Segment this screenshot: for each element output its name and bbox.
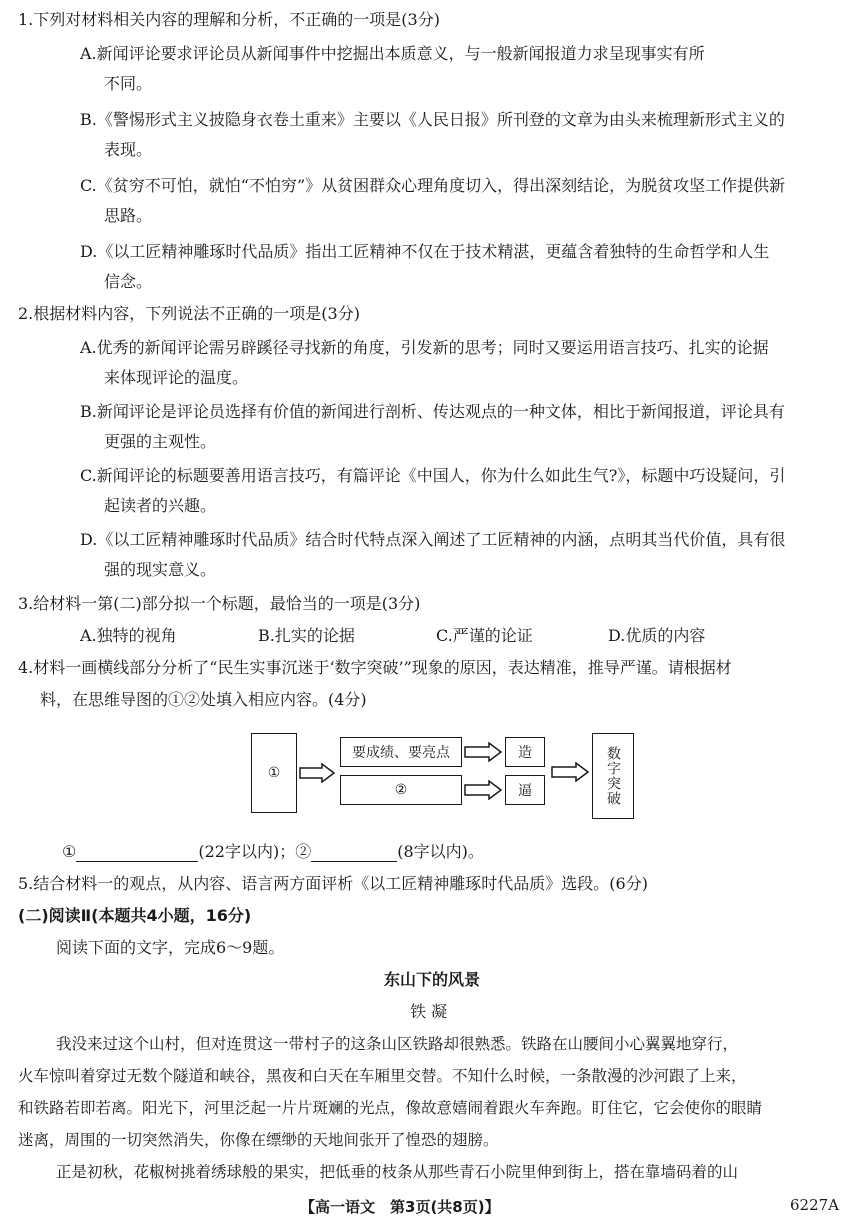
q3-option-d: D.优质的内容 (608, 626, 706, 645)
diagram-box-1: ① (251, 733, 297, 813)
q4-answer-line (62, 842, 484, 862)
q1-option-c: C.《贫穷不可怕，就怕“不怕穷”》从贫困群众心理角度切入，得出深刻结论，为脱贫攻坚工作提供新 (80, 176, 786, 195)
arrow-right-icon (463, 742, 505, 762)
article-author: 铁 凝 (410, 1002, 448, 1021)
q3-option-a: A.独特的视角 (80, 626, 177, 645)
answer-hint-2: (8字以内)。 (397, 842, 484, 861)
diagram-box-3: ② (340, 775, 462, 805)
q2-stem: 2.根据材料内容，下列说法不正确的一项是(3分) (18, 304, 360, 323)
arrow-right-icon (298, 763, 338, 783)
paragraph-1-line-3: 和铁路若即若离。阳光下，河里泛起一片片斑斓的光点，像故意嬉闹着跟火车奔跑。盯住它，它会使你的眼睛 (18, 1099, 763, 1117)
q2-option-b: B.新闻评论是评论员选择有价值的新闻进行剖析、传达观点的一种文体，相比于新闻报道，评论具有 (80, 402, 785, 421)
answer-blank-2[interactable] (311, 843, 397, 862)
q2-option-d: D.《以工匠精神雕琢时代品质》结合时代特点深入阐述了工匠精神的内涵，点明其当代价值，具有很 (80, 530, 786, 549)
diagram-box-4: 造 (505, 737, 545, 767)
page-footer: 【高一语文 第3页(共8页)】 (300, 1198, 500, 1216)
q3-option-c: C.严谨的论证 (436, 626, 533, 645)
article-title: 东山下的风景 (384, 970, 481, 989)
q2-option-a: A.优秀的新闻评论需另辟蹊径寻找新的角度，引发新的思考；同时又要运用语言技巧、扎实的论据 (80, 338, 769, 357)
q1-option-a: A.新闻评论要求评论员从新闻事件中挖掘出本质意义，与一般新闻报道力求呈现事实有所 (80, 44, 705, 63)
paragraph-1-line-1: 我没来过这个山村，但对连贯这一带村子的这条山区铁路却很熟悉。铁路在山腰间小心翼翼地穿行， (56, 1035, 739, 1053)
q2-option-c-cont: 起读者的兴趣。 (104, 496, 217, 515)
q2-option-d-cont: 强的现实意义。 (104, 560, 217, 579)
section-heading: (二)阅读Ⅱ(本题共4小题，16分) (18, 906, 252, 925)
arrow-right-icon (550, 762, 592, 782)
q5-stem: 5.结合材料一的观点，从内容、语言两方面评析《以工匠精神雕琢时代品质》选段。(6分) (18, 874, 648, 893)
q1-stem: 1.下列对材料相关内容的理解和分析，不正确的一项是(3分) (18, 10, 440, 29)
q3-stem: 3.给材料一第(二)部分拟一个标题，最恰当的一项是(3分) (18, 594, 421, 613)
q2-option-b-cont: 更强的主观性。 (104, 432, 217, 451)
q2-option-a-cont: 来体现评论的温度。 (104, 368, 249, 387)
q3-option-b: B.扎实的论据 (258, 626, 355, 645)
paragraph-1-line-2: 火车惊叫着穿过无数个隧道和峡谷，黑夜和白天在车厢里交替。不知什么时候，一条散漫的沙河跟了上来， (18, 1067, 747, 1085)
q1-option-b: B.《警惕形式主义披隐身衣卷土重来》主要以《人民日报》所刊登的文章为由头来梳理新形式主义的 (80, 110, 785, 129)
paragraph-1-line-4: 迷离，周围的一切突然消失，你像在缥缈的天地间张开了惶恐的翅膀。 (18, 1131, 499, 1149)
q1-option-c-cont: 思路。 (104, 206, 153, 225)
q1-option-a-cont: 不同。 (104, 74, 153, 93)
q2-option-c: C.新闻评论的标题要善用语言技巧，有篇评论《中国人，你为什么如此生气?》，标题中巧设疑问，引 (80, 466, 786, 485)
answer-blank-1[interactable] (76, 843, 198, 862)
q1-option-b-cont: 表现。 (104, 140, 153, 159)
paper-code: 6227A (790, 1196, 840, 1214)
section-instruction: 阅读下面的文字，完成6～9题。 (56, 938, 285, 957)
diagram-box-5: 逼 (505, 775, 545, 805)
q1-option-d: D.《以工匠精神雕琢时代品质》指出工匠精神不仅在于技术精湛，更蕴含着独特的生命哲学和人生 (80, 242, 770, 261)
diagram-box-2: 要成绩、要亮点 (340, 737, 462, 767)
diagram-box-6: 数字突破 (592, 733, 634, 819)
q4-stem: 4.材料一画横线部分分析了“民生实事沉迷于‘数字突破’”现象的原因，表达精准，推导严谨。请根据材 (18, 658, 732, 677)
q4-stem-cont: 料，在思维导图的①②处填入相应内容。(4分) (40, 690, 367, 709)
q1-option-d-cont: 信念。 (104, 272, 153, 291)
arrow-right-icon (463, 780, 505, 800)
paragraph-2-line-1: 正是初秋，花椒树挑着绣球般的果实，把低垂的枝条从那些青石小院里伸到街上，搭在靠墙码着的山 (56, 1163, 739, 1181)
answer-hint-1: (22字以内)；② (198, 842, 312, 861)
answer-label-1: ① (62, 842, 77, 861)
